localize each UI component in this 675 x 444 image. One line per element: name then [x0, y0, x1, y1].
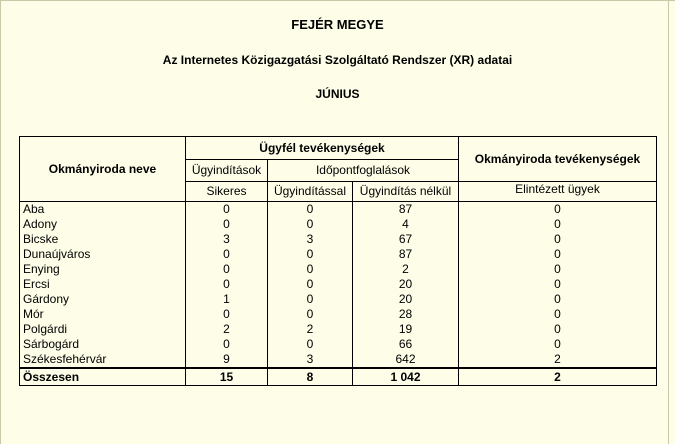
table-body [20, 202, 657, 369]
initiations-header: Ügyindítások [186, 160, 268, 182]
office-name-header: Okmányiroda neve [20, 137, 186, 202]
completed-cell: 0 [459, 307, 657, 322]
without-initiation-cell: 87 [353, 202, 459, 218]
table-row [20, 292, 657, 307]
table-row [20, 337, 657, 352]
with-initiation-cell: 0 [268, 307, 353, 322]
with-initiation-cell: 0 [268, 217, 353, 232]
successful-cell: 2 [186, 322, 268, 337]
table-row [20, 307, 657, 322]
without-initiation-cell: 28 [353, 307, 459, 322]
office-name-cell: Bicske [20, 232, 186, 247]
completed-cell: 0 [459, 217, 657, 232]
office-activities-header: Okmányiroda tevékenységek [459, 137, 657, 182]
successful-cell: 0 [186, 247, 268, 262]
without-initiation-cell: 2 [353, 262, 459, 277]
completed-cell: 0 [459, 232, 657, 247]
office-name-cell: Aba [20, 202, 186, 218]
successful-cell: 1 [186, 292, 268, 307]
without-initiation-cell: 20 [353, 292, 459, 307]
with-initiation-cell: 0 [268, 337, 353, 352]
completed-cell: 0 [459, 202, 657, 218]
without-initiation-cell: 4 [353, 217, 459, 232]
with-initiation-cell: 0 [268, 277, 353, 292]
total-with-initiation: 8 [268, 368, 353, 386]
completed-cell: 0 [459, 277, 657, 292]
office-name-cell: Adony [20, 217, 186, 232]
completed-cell: 2 [459, 352, 657, 368]
with-initiation-cell: 0 [268, 202, 353, 218]
table-row [20, 232, 657, 247]
report-table [19, 136, 657, 386]
successful-cell: 0 [186, 262, 268, 277]
with-initiation-cell: 3 [268, 232, 353, 247]
appointments-header: Időpontfoglalások [268, 160, 459, 182]
without-initiation-cell: 20 [353, 277, 459, 292]
completed-cases-header: Elintézett ügyek [459, 182, 657, 202]
with-initiation-cell: 0 [268, 292, 353, 307]
office-name-cell: Enying [20, 262, 186, 277]
successful-header: Sikeres [186, 182, 268, 202]
with-initiation-header: Ügyindítással [268, 182, 353, 202]
office-name-cell: Sárbogárd [20, 337, 186, 352]
month-title: JÚNIUS [315, 87, 360, 101]
with-initiation-cell: 2 [268, 322, 353, 337]
total-label: Összesen [20, 368, 186, 386]
office-name-cell: Székesfehérvár [20, 352, 186, 368]
total-without-initiation: 1 042 [353, 368, 459, 386]
completed-cell: 0 [459, 262, 657, 277]
successful-cell: 0 [186, 337, 268, 352]
frame-top-line [0, 0, 675, 1]
with-initiation-cell: 0 [268, 247, 353, 262]
completed-cell: 0 [459, 292, 657, 307]
table-row [20, 202, 657, 218]
report-subtitle: Az Internetes Közigazgatási Szolgáltató Rendszer (XR) adatai [162, 53, 513, 67]
successful-cell: 0 [186, 277, 268, 292]
with-initiation-cell: 0 [268, 262, 353, 277]
table-row [20, 262, 657, 277]
total-row [20, 368, 657, 386]
successful-cell: 9 [186, 352, 268, 368]
table-row [20, 277, 657, 292]
total-completed: 2 [459, 368, 657, 386]
table-row [20, 352, 657, 368]
without-initiation-header: Ügyindítás nélkül [353, 182, 459, 202]
without-initiation-cell: 19 [353, 322, 459, 337]
table-row [20, 322, 657, 337]
office-name-cell: Ercsi [20, 277, 186, 292]
table-row [20, 217, 657, 232]
office-name-cell: Polgárdi [20, 322, 186, 337]
header-row-1 [20, 137, 657, 160]
completed-cell: 0 [459, 322, 657, 337]
without-initiation-cell: 66 [353, 337, 459, 352]
without-initiation-cell: 67 [353, 232, 459, 247]
office-name-cell: Gárdony [20, 292, 186, 307]
total-successful: 15 [186, 368, 268, 386]
successful-cell: 0 [186, 307, 268, 322]
office-name-cell: Dunaújváros [20, 247, 186, 262]
table-row [20, 247, 657, 262]
successful-cell: 0 [186, 217, 268, 232]
with-initiation-cell: 3 [268, 352, 353, 368]
county-title: FEJÉR MEGYE [291, 17, 384, 32]
without-initiation-cell: 642 [353, 352, 459, 368]
successful-cell: 3 [186, 232, 268, 247]
without-initiation-cell: 87 [353, 247, 459, 262]
completed-cell: 0 [459, 247, 657, 262]
completed-cell: 0 [459, 337, 657, 352]
office-name-cell: Mór [20, 307, 186, 322]
successful-cell: 0 [186, 202, 268, 218]
client-activities-header: Ügyfél tevékenységek [186, 137, 459, 160]
